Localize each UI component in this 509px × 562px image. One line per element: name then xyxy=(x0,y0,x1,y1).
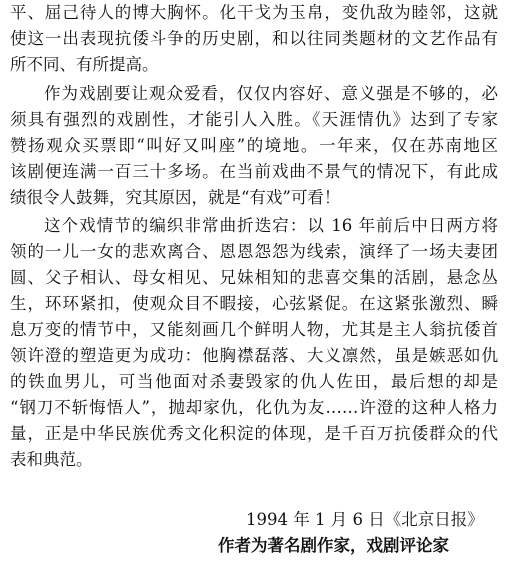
publication-date-line: 1994 年 1 月 6 日《北京日报》 xyxy=(246,510,484,529)
paragraph-1-line-1: 平、屈己待人的博大胸怀。化干戈为玉帛，变仇敌为睦邻，这就 xyxy=(10,3,498,22)
paragraph-3-line-10: 表和典范。 xyxy=(10,450,93,469)
paragraph-3-line-1: 这个戏情节的编织非常曲折迭宕：以 16 年前后中日两方将 xyxy=(44,216,498,235)
paragraph-1-line-2: 使这一出表现抗倭斗争的历史剧，和以往同类题材的文艺作品有 xyxy=(10,29,498,48)
paragraph-3-line-3: 圆、父子相认、母女相见、兄妹相知的悲喜交集的活剧，悬念丛 xyxy=(10,268,498,287)
paragraph-3-line-4: 生，环环紧扣，使观众目不暇接，心弦紧促。在这紧张激烈、瞬 xyxy=(10,294,498,313)
paragraph-2-line-2: 须具有强烈的戏剧性，才能引人入胜。《天涯情仇》达到了专家 xyxy=(10,110,498,129)
paragraph-2-line-3: 赞扬观众买票即“叫好又叫座”的境地。一年来，仅在苏南地区 xyxy=(10,136,498,155)
paragraph-2-line-1: 作为戏剧要让观众爱看，仅仅内容好、意义强是不够的，必 xyxy=(44,84,498,103)
paragraph-3-line-9: 量，正是中华民族优秀文化积淀的体现，是千百万抗倭群众的代 xyxy=(10,424,498,443)
paragraph-2-line-4: 该剧便连满一百三十多场。在当前戏曲不景气的情况下，有此成 xyxy=(10,162,498,181)
paragraph-3-line-6: 领许澄的塑造更为成功：他胸襟磊落、大义凛然，虽是嫉恶如仇 xyxy=(10,346,498,365)
paragraph-3-line-5: 息万变的情节中，又能刻画几个鲜明人物，尤其是主人翁抗倭首 xyxy=(10,320,498,339)
paragraph-3-line-2: 领的一儿一女的悲欢离合、恩恩怨怨为线索，演绎了一场夫妻团 xyxy=(10,242,498,261)
paragraph-1-line-3: 所不同、有所提高。 xyxy=(10,55,159,74)
paragraph-3-line-7: 的铁血男儿，可当他面对杀妻毁家的仇人佐田，最后想的却是 xyxy=(10,372,498,391)
paragraph-3-line-8: “钢刀不斩悔悟人”，抛却家仇，化仇为友……许澄的这种人格力 xyxy=(10,398,498,417)
paragraph-2-line-5: 绩很令人鼓舞，究其原因，就是“有戏”可看！ xyxy=(10,188,341,207)
author-note: 作者为著名剧作家，戏剧评论家 xyxy=(218,536,449,555)
